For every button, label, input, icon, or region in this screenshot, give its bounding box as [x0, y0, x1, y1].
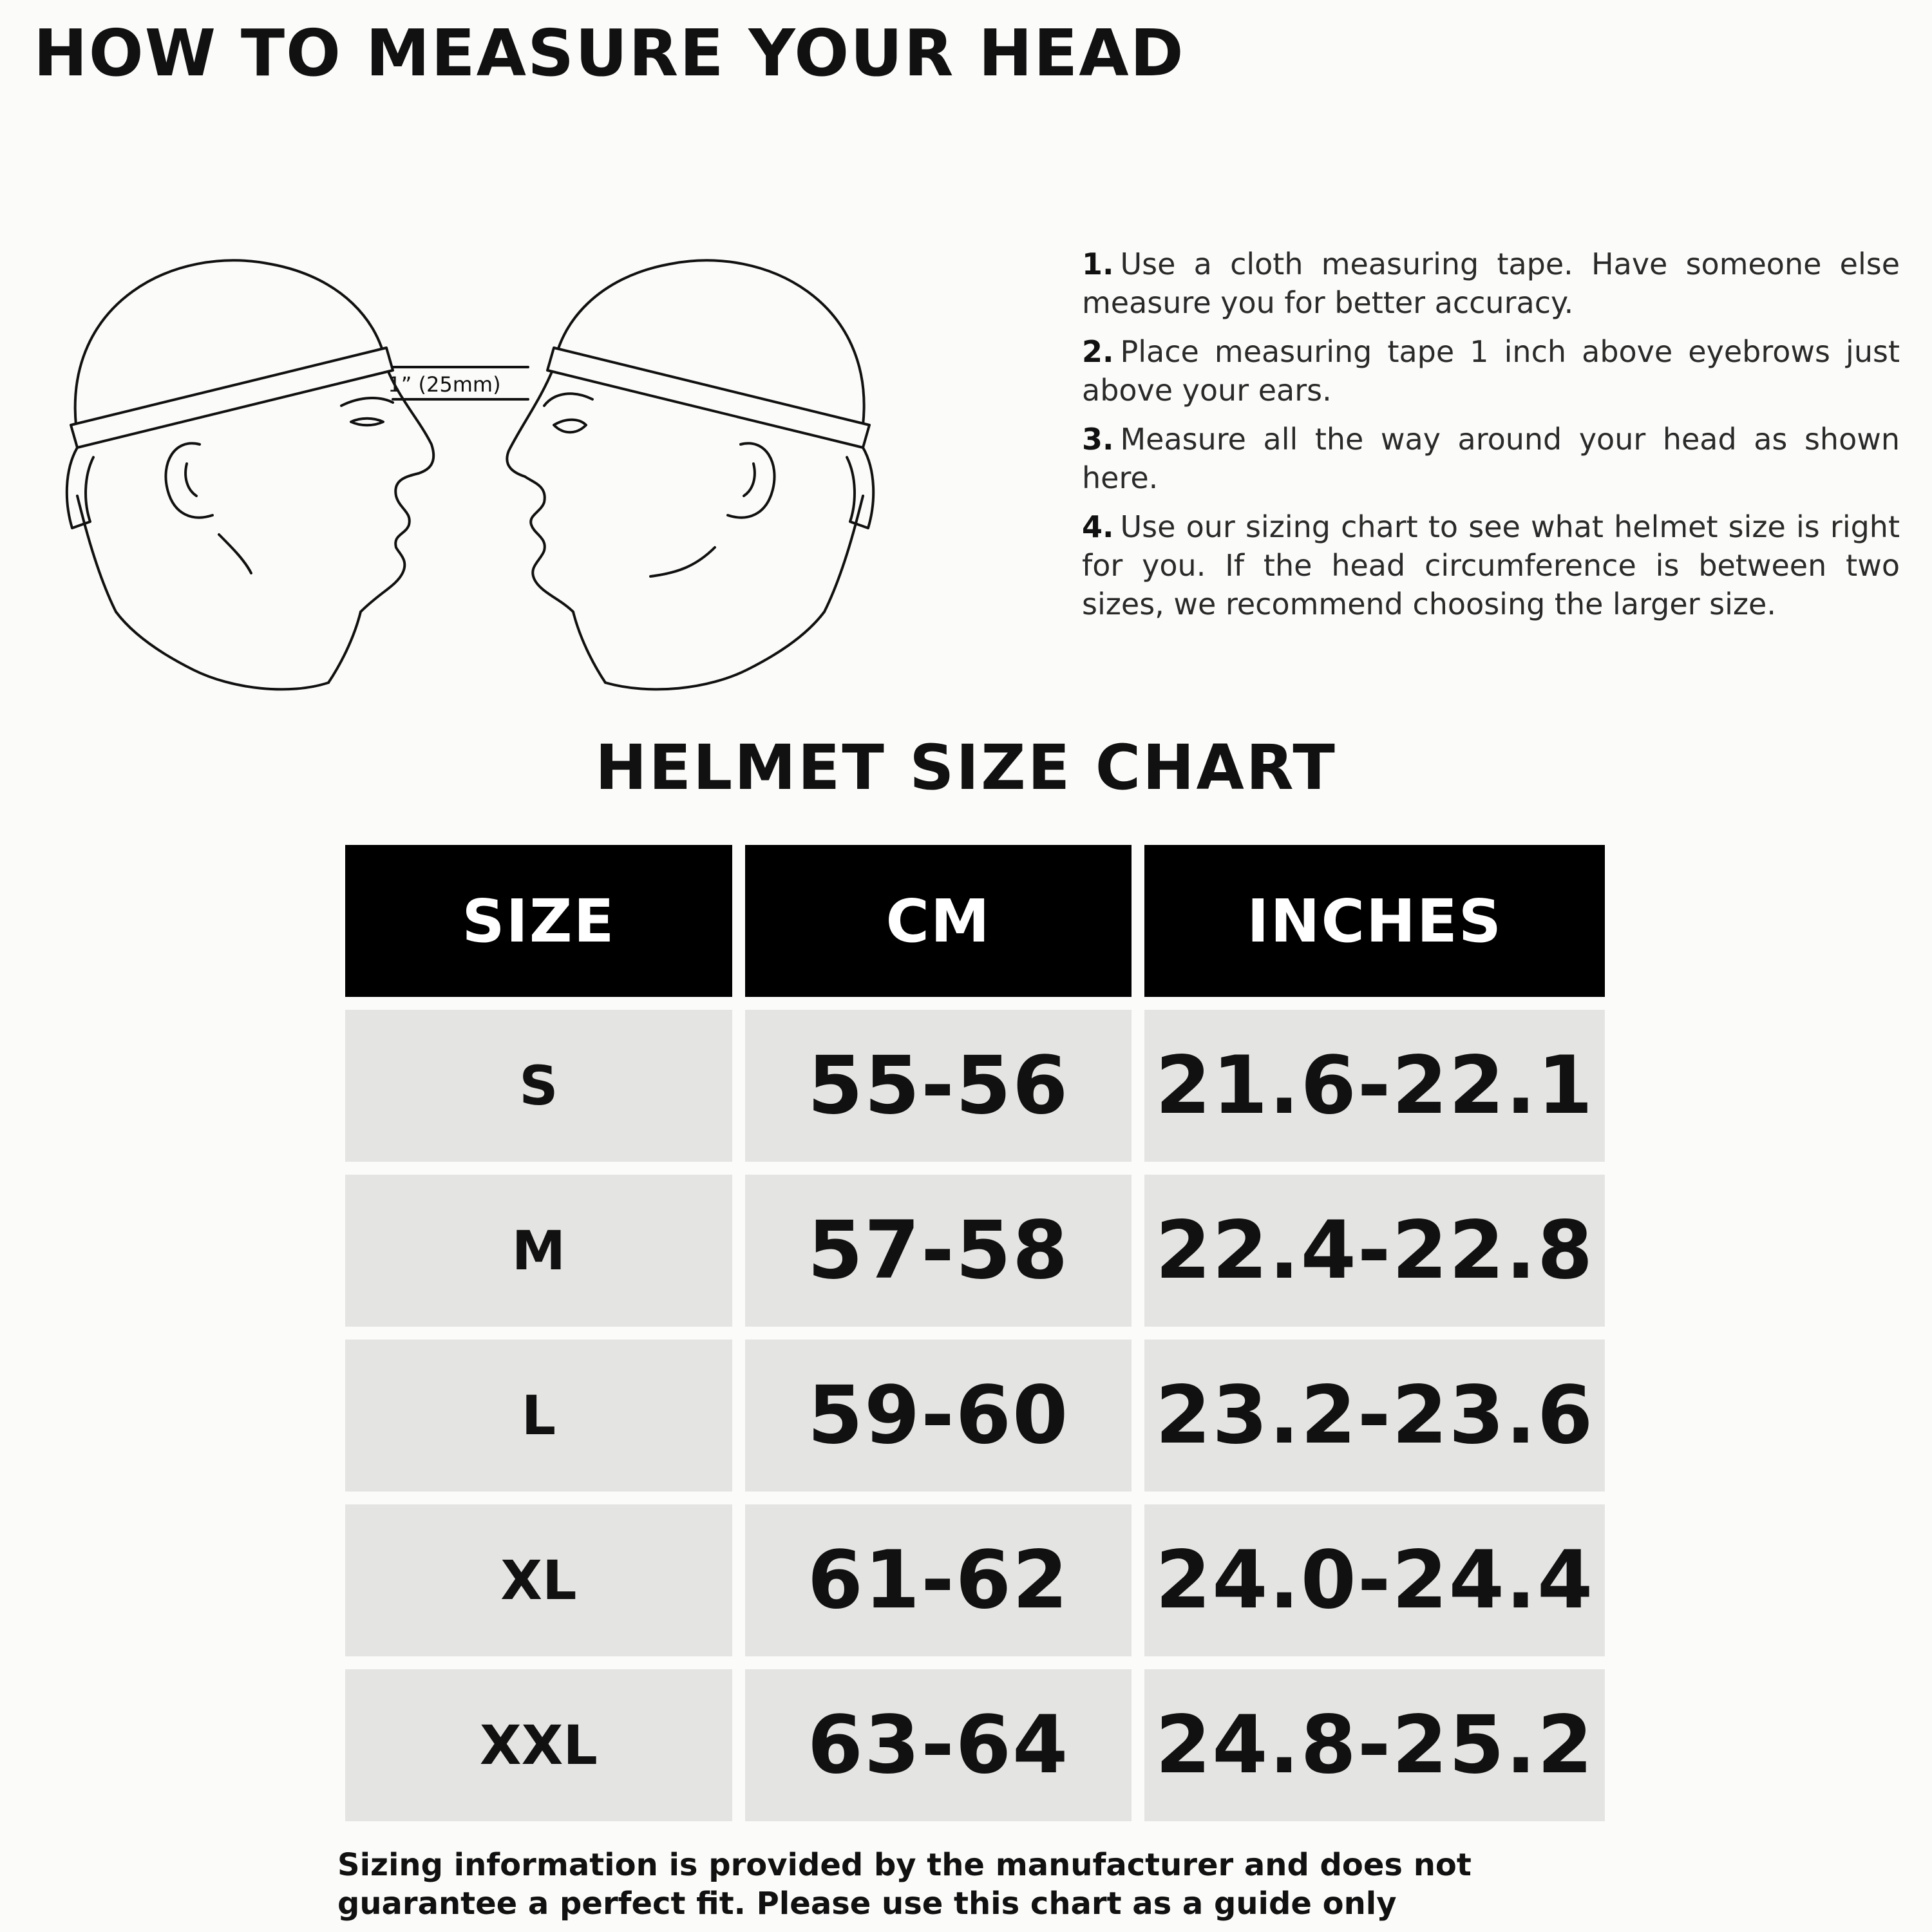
table-header-row	[345, 845, 1605, 997]
instruction-number: 2.	[1082, 334, 1114, 369]
chart-title: HELMET SIZE CHART	[595, 732, 1337, 804]
inches-cell: 21.6-22.1	[1144, 1010, 1605, 1162]
disclaimer-text: Sizing information is provided by the manufacturer and does not guarantee a perfect fit. Please use this chart as a guide only	[337, 1847, 1472, 1922]
cm-cell: 61-62	[745, 1504, 1132, 1656]
table-row	[345, 1504, 1605, 1656]
column-header-inches: INCHES	[1144, 845, 1605, 997]
instruction-text: Use our sizing chart to see what helmet size is right for you. If the head circumference is between two sizes, we recommend choosing the larger size.	[1082, 509, 1900, 621]
column-header-size: SIZE	[345, 845, 732, 997]
male-head-drawing	[67, 260, 433, 689]
instruction-item	[1082, 420, 1900, 497]
cm-cell: 63-64	[745, 1669, 1132, 1821]
helmet-size-table	[332, 832, 1618, 1834]
page-title: HOW TO MEASURE YOUR HEAD	[33, 15, 1185, 91]
column-header-cm: CM	[745, 845, 1132, 997]
female-head-drawing	[507, 260, 873, 689]
instruction-item	[1082, 245, 1900, 322]
table-row	[345, 1669, 1605, 1821]
instructions-list	[1082, 245, 1900, 634]
inches-cell: 23.2-23.6	[1144, 1340, 1605, 1492]
instruction-item	[1082, 332, 1900, 410]
instruction-number: 1.	[1082, 247, 1114, 281]
instruction-text: Place measuring tape 1 inch above eyebrows just above your ears.	[1082, 334, 1900, 408]
inches-cell: 24.0-24.4	[1144, 1504, 1605, 1656]
size-cell: XXL	[345, 1669, 732, 1821]
inches-cell: 22.4-22.8	[1144, 1175, 1605, 1327]
cm-cell: 55-56	[745, 1010, 1132, 1162]
size-cell: XL	[345, 1504, 732, 1656]
size-cell: M	[345, 1175, 732, 1327]
head-measurement-illustration	[58, 251, 908, 702]
table-row	[345, 1010, 1605, 1162]
table-row	[345, 1175, 1605, 1327]
inches-cell: 24.8-25.2	[1144, 1669, 1605, 1821]
instruction-text: Measure all the way around your head as shown here.	[1082, 422, 1900, 495]
table-row	[345, 1340, 1605, 1492]
measure-label: 1” (25mm)	[388, 372, 501, 397]
instruction-item	[1082, 507, 1900, 623]
cm-cell: 57-58	[745, 1175, 1132, 1327]
instruction-number: 4.	[1082, 509, 1114, 544]
size-cell: S	[345, 1010, 732, 1162]
size-cell: L	[345, 1340, 732, 1492]
instruction-text: Use a cloth measuring tape. Have someone else measure you for better accuracy.	[1082, 247, 1900, 320]
instruction-number: 3.	[1082, 422, 1114, 457]
cm-cell: 59-60	[745, 1340, 1132, 1492]
